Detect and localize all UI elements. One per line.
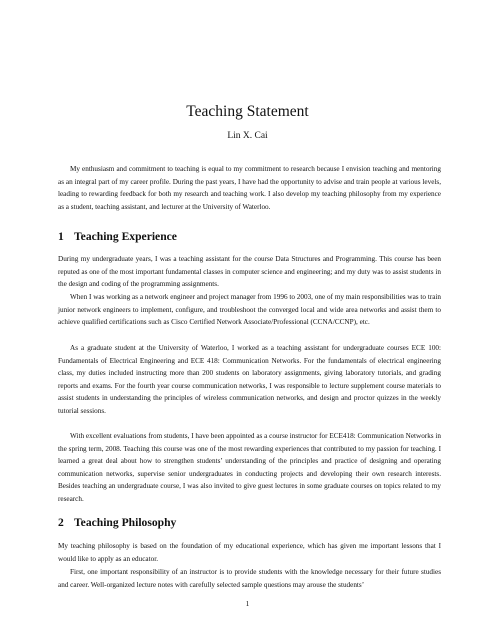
author-name: Lin X. Cai: [227, 131, 268, 141]
paragraph: First, one important responsibility of an instructor is to provide students with the knowledge necessary for their future studies and career. Well-organized lecture notes with carefully selected sample questions may arouse the students’: [58, 568, 441, 589]
document-title: Teaching Statement: [186, 103, 309, 120]
page-number: 1: [245, 599, 250, 608]
paragraph: During my undergraduate years, I was a teaching assistant for the course Data Structures and Programming. This course has been reputed as one of the most important fundamental classes in computer science and engineering; and my duty was to assist students in the design and coding of the programming assignments.: [58, 255, 441, 289]
section-heading-teaching-experience: [58, 230, 441, 244]
section-number: 2: [58, 516, 64, 529]
section-title: Teaching Philosophy: [74, 516, 177, 529]
paragraph: My teaching philosophy is based on the foundation of my educational experience, which has given me important lessons that I would like to apply as an educator.: [58, 542, 441, 563]
section-heading-teaching-philosophy: [58, 516, 441, 530]
section-number: 1: [58, 230, 64, 243]
paragraph: With excellent evaluations from students, I have been appointed as a course instructor for ECE418: Communication Networks in the spring term, 2008. Teaching this course was one of the most rewarding experiences that contributed to my passion for teaching. I learned a great deal about how to strengthen students’ understanding of the principles and practice of designing and operating communication networks, supervise senior undergraduates in conducting projects and developing their own research interests. Besides teaching an undergraduate course, I was also invited to give guest lectures in some graduate courses on topics related to my research.: [58, 432, 441, 503]
section-title: Teaching Experience: [74, 230, 177, 243]
paragraph: When I was working as a network engineer and project manager from 1996 to 2003, one of my main responsibilities was to train junior network engineers to implement, configure, and troubleshoot the converged local and wide area networks and assist them to achieve qualified certifications such as Cisco Certified Network Associate/Professional (CCNA/CCNP), etc.: [58, 293, 441, 327]
intro-paragraph: My enthusiasm and commitment to teaching is equal to my commitment to research because I envision teaching and mentoring as an integral part of my career profile. During the past years, I have had the opportunity to advise and train people at various levels, leading to rewarding feedback for both my research and teaching work. I also develop my teaching philosophy from my experience as a student, teaching assistant, and lecturer at the University of Waterloo.: [58, 165, 441, 211]
paragraph: As a graduate student at the University of Waterloo, I worked as a teaching assistant for undergraduate courses ECE 100: Fundamentals of Electrical Engineering and ECE 418: Communication Networks. For the fundamentals of electrical engineering class, my duties included instructing more than 200 students on laboratory assignments, giving laboratory tutorials, and grading reports and exams. For the fourth year course communication networks, I was responsible to lecture supplement course materials to assist students in understanding the principles of wireless communication networks, and design and proctor quizzes in the weekly tutorial sessions.: [58, 344, 441, 415]
